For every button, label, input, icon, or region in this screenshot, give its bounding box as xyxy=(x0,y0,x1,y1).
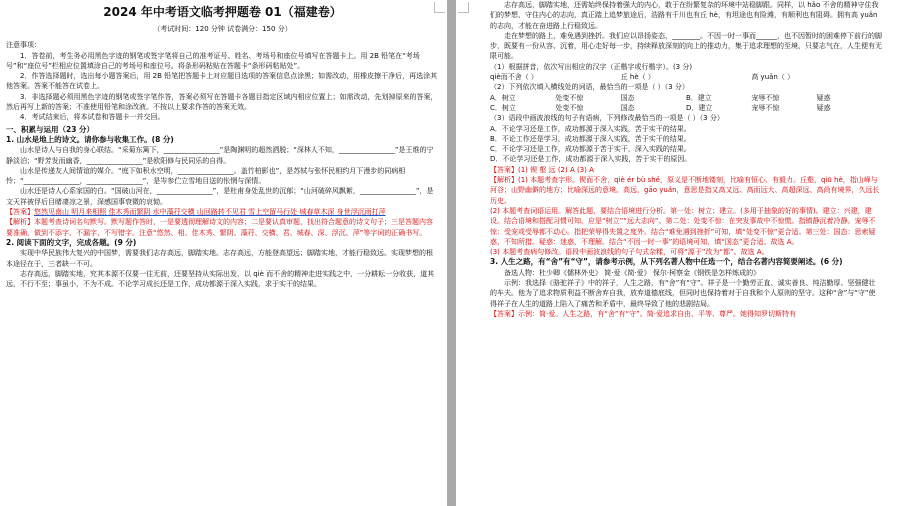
option-cell: B．建立 xyxy=(686,93,712,102)
explanation-2: 【解析】(1) 本题考查字形。锲而不舍，qiè ér bù shě，原义是不断地镂刻，比喻有恒心、有毅力。丘壑，qiū hè，指山峰与河谷；山野幽僻的地方；比喻深远的意境。高远，gāo yuǎn，意思是指又高又远、高而远大、高超深远、高尚有境界，久远长历史。 xyxy=(490,176,880,205)
option-cell: A．树立 xyxy=(490,93,516,102)
pinyin-item: 高 yuǎn（ ） xyxy=(751,73,795,82)
question-3-title: 3. 人生之路，有“舍”有“守”，请参考示例，从下列名著人物中任选一个，结合名著内容简要阐述。(6 分) xyxy=(490,257,843,267)
option-cell: 处变不惊 xyxy=(555,103,584,112)
option-cell: C．树立 xyxy=(490,103,516,112)
pinyin-item: 丘 hè（ ） xyxy=(620,73,655,82)
explanation-1: 【解析】本题考查诗词名句默写。默写题作答时，一是要透彻理解诗文的内容；二是要认真审题，找出符合题意的诗文句子；三是答题内容要准确，做到不添字、不漏字、不写错字。注意“悠然、相、佳木秀、繁阴、藻荇、交横、君、城春、深、浮沉、萍”等字词的正确书写。 xyxy=(6,218,433,237)
option-cell: 宠辱不惊 xyxy=(751,93,780,102)
notice-item: 4．考试结束后，将本试卷和答题卡一并交回。 xyxy=(20,113,165,122)
option-cell: 国态 xyxy=(620,93,635,102)
option-cell: 处变不惊 xyxy=(555,93,584,102)
answer-3: 【答案】示例：简·爱。人生之路，有“舍”有“守”。简·爱追求自由、平等、尊严。她得知罗切斯特有 xyxy=(490,309,796,318)
passage-paragraph: 实现中华民族伟大复兴的中国梦，需要我们志存高远，脚踏实地。志存高远，方能登高望远；脚踏实地，才能行稳致远。实现梦想的根本途径在于，三者缺一不可。 xyxy=(6,249,433,268)
sub-question-1: （1）根据拼音，依次写出相应的汉字（正楷字或行楷字）。(3 分) xyxy=(490,62,693,71)
answer-text: 悠然见南山 明月来相照 佳木秀而繁阴 水中藻荇交横 山回路转不见君 雪上空留马行处 城春草木深 身世浮沉雨打萍 xyxy=(34,208,386,217)
option-line: C．不论学习还是工作，成功都源于苦于实干，深入实践的结果。 xyxy=(490,145,691,154)
right-document-page xyxy=(456,0,900,506)
question-1-paragraph: 山水还是诗人心系家国的白。“国破山河在，________________”，是杜甫身处乱世的沉郁；“山河破碎风飘絮，________________”，是文天祥被俘后目睹凄凉之景，深感国事衰微的哀恸。 xyxy=(6,187,434,206)
option-line: B．不论工作还是学习，成功都源于深入实践，苦于实干的结果。 xyxy=(490,134,691,143)
passage-paragraph: 志存高远，脚踏实地，究其本源不仅要一往无前，还要坚持从实际出发，以 qiè 而不舍的精神走进实践之中，一分耕耘一分收获，道其远，不行不至；事虽小，不为不成。不论学习成长还是工作，成功都源于深入实践，求于实干的结果。 xyxy=(6,269,435,289)
explanation-2: (2) 本题考查词语运用。解答此题，要结合语境进行分析。第一处：树立；建立。(多用于抽象的好的事情)。建立：兴建，建设。结合语境和搭配习惯可知，应是“树立”“远大志向”。第二处：处变不惊：在突发事故中不惊慌。指镇静沉着冷静。宠辱不惊：受宠或受辱都不动心。指把荣辱得失置之度外。结合“难免遇到挫折”可知，填“处变不惊”更合适。第三处：国态：思索疑惑，不知所措。疑惑：迷惑，不理解。结合“不因一时一事”的语境可知，填“国态”更合适。故选 A。 xyxy=(490,206,876,246)
option-cell: 疑惑 xyxy=(816,103,831,112)
option-cell: 宠辱不惊 xyxy=(751,103,780,112)
answer-label: 【答案】 xyxy=(6,208,34,217)
candidate-list: 备选人物：杜少卿《儒林外史》 简·爱《简·爱》 保尔·柯察金《钢铁是怎样炼成的》 xyxy=(504,268,761,277)
answer-1 xyxy=(6,207,439,217)
option-cell: 疑惑 xyxy=(816,93,831,102)
passage-paragraph: 走在梦想的路上，难免遇到挫折。我们应以昂扬姿态，________。不因一时一事而______，也不因暂时的困难停下前行的脚步，既要有一份从容、沉着，用心走好每一步，持续释放深刻的向上的推动力，集于追求理想的至境，只要志气在，人生便有无限可能。 xyxy=(490,31,882,61)
question-1-paragraph: 山水是诗人与自我的身心联结。“采菊东篱下，________________”是陶渊明的超然洒脱；“深林人不知，________________”是王维的宁静淡泊；“野芳发而幽香，________________”是欧阳修与民同乐的自得。 xyxy=(6,146,434,165)
question-1-paragraph: 山水是传递友人间情谊的媒介。“庭下如积水空明，________________。盖竹柏影也”，是苏轼与张怀民相约月下漫步的同病相怜；“________________，________________”，是岑参伫立雪地目送的怅惘与深情。 xyxy=(6,166,406,186)
exam-title: 2024 年中考语文临考押题卷 01（福建卷） xyxy=(103,5,342,19)
option-cell: D．建立 xyxy=(686,103,713,112)
option-cell: 国态 xyxy=(620,103,635,112)
example-paragraph: 示例：我选择《骆驼祥子》中的祥子，人生之路，有“舍”有“守”。祥子是一个勤劳正直、诚实善良、纯洁勤厚、坚强健壮的车夫。他为了追求物质利益不断舍弃自我，放弃道德底线，但同时也保持着对于自我和个人原则的坚守。这种“舍”与“守”使得祥子在人生的道路上陷入了痛苦和矛盾中，最终导致了他的悲剧结局。 xyxy=(490,279,876,308)
sub-question-3: （3）语段中画波浪线的句子有语病，下列修改最恰当的一项是（ ）（3 分） xyxy=(490,114,724,123)
left-document-page xyxy=(0,0,447,506)
page-corner-mark xyxy=(458,2,469,13)
notice-heading: 注意事项： xyxy=(6,41,41,50)
notice-item: 2．作答选择题时，选出每小题答案后，用 2B 铅笔把答题卡上对应题目选项的答案信息点涂黑；如需改动，用橡皮擦干净后，再选涂其他答案。答案不能答在试卷上。 xyxy=(6,72,438,91)
passage-paragraph: 志存高远，脚踏实地，还需始终保持着强大的内心，敢于在纷繁复杂的环境中站稳脚跟。同样，以 hǎo 不舍的精神守住我们的梦想，守住内心的志向，真正踏上追梦旅途后，浩路有千川也有丘 hè，有坦途也有险滩，有顺利也有阻碍。拥有高 yuǎn 的志向，才能在奋进路上行稳致远。 xyxy=(490,1,879,30)
answer-2: 【答案】(1) 锲 壑 远 (2) A (3) A xyxy=(490,165,594,174)
sub-question-2: （2）下列依次填入横线处的词语，最恰当的一项是（ ）（3 分） xyxy=(490,83,689,92)
notice-item: 3．非选择题必须用黑色字迹的钢笔或签字笔作答，答案必须写在答题卡各题目指定区域内相应位置上；如需改动，先划掉原来的答案，然后再写上新的答案；不准使用铅笔和涂改液。不按以上要求作答的答案无效。 xyxy=(6,92,438,112)
options-grid xyxy=(490,93,882,114)
pinyin-row xyxy=(490,72,882,82)
explanation-2: (3) 本题考查病句修改。语段中画波浪线的句子句式杂糅，可将“源于”改为“都”。故选 A。 xyxy=(490,248,769,257)
notice-item: 1．答卷前，考生务必用黑色字迹的钢笔或签字笔将自己的准考证号、姓名、考场号和座位号填写在答题卡上。用 2B 铅笔在“考场号”和“座位号”栏相应位置填涂自己的考场号和座位号。将条形码粘贴在答题卡“条形码粘贴处”。 xyxy=(6,51,420,70)
exam-subtitle: （考试时间：120 分钟 试卷满分：150 分） xyxy=(153,25,292,33)
option-line: D．不论学习还是工作，成功都源于深入实践，苦于实干的原因。 xyxy=(490,155,692,164)
section-heading: 一、积累与运用（23 分） xyxy=(6,124,95,134)
question-1-title: 1. 山水是地上的诗文。请你参与收集工作。(8 分) xyxy=(6,134,174,144)
option-line: A．不论学习还是工作，成功都源于深入实践，苦于实干的结果。 xyxy=(490,124,691,133)
pinyin-item: qiè而不舍（ ） xyxy=(490,73,538,82)
question-2-title: 2. 阅读下面的文字，完成各题。(9 分) xyxy=(6,237,137,247)
